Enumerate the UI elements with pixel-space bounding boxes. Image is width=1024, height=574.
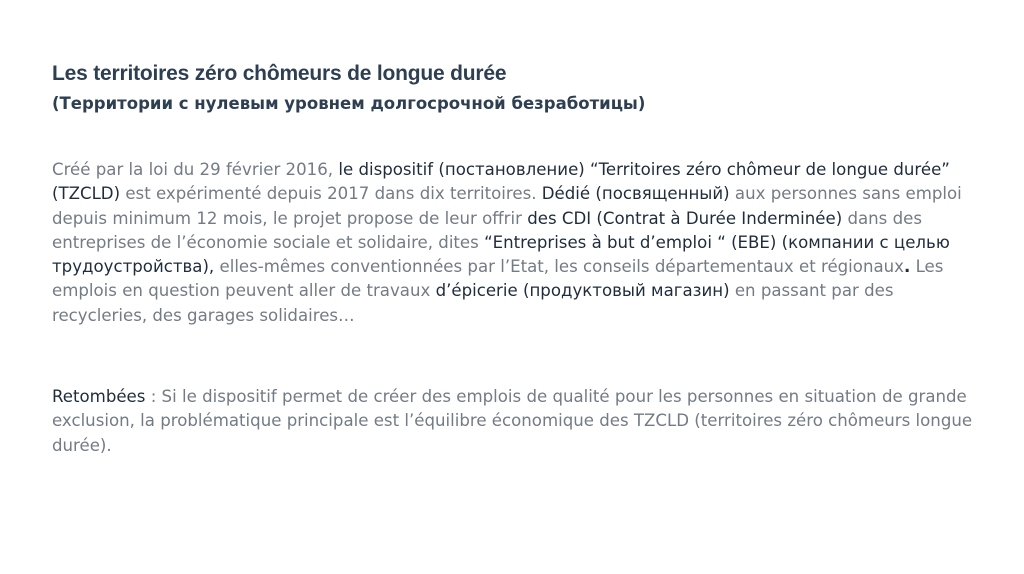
highlight-cdi: des CDI (Contrat à Durée Inderminée) [527, 208, 843, 228]
highlight-dispositif: le dispositif (постановление) “Territoires zéro chômeur de longue durée” (TZCLD) [52, 160, 950, 204]
text-segment: Créé par la loi du 29 février 2016, [52, 160, 339, 179]
text-segment: Les emplois en question peuvent aller de travaux [52, 257, 944, 301]
retombees-paragraph [52, 385, 977, 458]
text-segment: en passant par des recycleries, des garages solidaires… [52, 281, 894, 325]
text-segment: aux personnes sans emploi depuis minimum 12 mois, le projet propose de leur offrir [52, 184, 962, 228]
highlight-ebe: “Entreprises à but d’emploi “ (EBE) (компании с целью трудоустройства), [52, 232, 950, 277]
highlight-epicerie: d’épicerie (продуктовый магазин) [435, 281, 730, 301]
text-period: . [903, 257, 911, 277]
text-segment: dans des entreprises de l’économie sociale et solidaire, dites [52, 208, 922, 252]
intro-paragraph [52, 158, 977, 328]
text-segment: est expérimenté depuis 2017 dans dix territoires. [120, 184, 542, 204]
text-segment: elles-mêmes conventionnées par l’Etat, les conseils départementaux et régionaux [214, 257, 904, 277]
highlight-dedie: Dédié (посвященный) [541, 184, 730, 204]
slide-title: Les territoires zéro chômeurs de longue durée [52, 62, 507, 85]
highlight-retombees: Retombées [52, 387, 146, 406]
text-segment: : Si le dispositif permet de créer des emplois de qualité pour les personnes en situation de grande exclusion, la problématique principale est l’équilibre économique des TZCLD (territoires zéro chômeurs longue durée). [52, 387, 973, 455]
slide-subtitle: (Территории с нулевым уровнем долгосрочной безработицы) [52, 94, 646, 113]
